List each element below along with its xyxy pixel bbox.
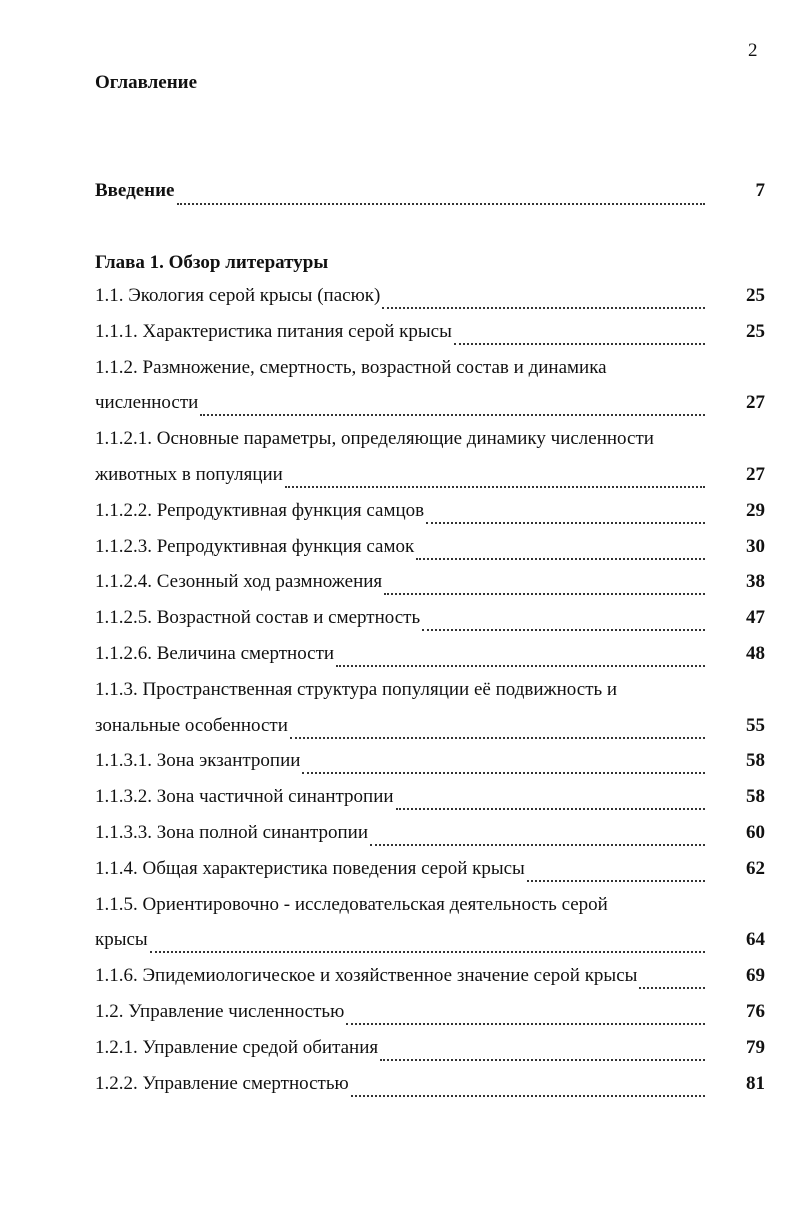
chapter-title: Глава 1. Обзор литературы [95, 252, 329, 273]
toc-entry-page: 38 [746, 571, 765, 593]
dot-leader [177, 181, 705, 205]
toc-entry-text: 1.1.2.4. Сезонный ход размножения [95, 571, 383, 593]
dot-leader [346, 1001, 705, 1025]
dot-leader [380, 1037, 705, 1061]
toc-entry [95, 531, 765, 567]
toc-entry [95, 674, 765, 710]
toc-entry-text: зональные особенности [95, 714, 288, 736]
toc-title: Оглавление [95, 72, 198, 93]
toc-entry-text: 1.1.2.5. Возрастной состав и смертность [95, 607, 421, 629]
toc-entry-text: 1.2. Управление численностью [95, 1000, 345, 1022]
dot-leader [290, 715, 705, 739]
dot-leader [382, 285, 705, 309]
toc-entry-page: 69 [746, 965, 765, 987]
toc-entry-text: 1.1.5. Ориентировочно - исследовательская деятельность серой [95, 893, 608, 915]
toc-entry-page: 7 [755, 180, 765, 201]
toc-entry-page: 81 [746, 1072, 765, 1094]
toc-entry-page: 79 [746, 1036, 765, 1058]
toc-entry-page: 55 [746, 714, 765, 736]
toc-entry-text: 1.1.3.2. Зона частичной синантропии [95, 786, 394, 808]
toc-entry-page: 76 [746, 1000, 765, 1022]
toc-entry-page: 27 [746, 463, 765, 485]
toc-entry-page: 25 [746, 285, 765, 306]
toc-entry-text: 1.1.2.3. Репродуктивная функция самок [95, 535, 415, 557]
toc-entry [95, 602, 765, 638]
toc-entry-text: численности [95, 392, 199, 414]
dot-leader [336, 643, 705, 667]
toc-entry-intro [95, 176, 765, 206]
toc-entry [95, 1032, 765, 1068]
toc-entry-page: 25 [746, 320, 765, 342]
dot-leader [454, 321, 705, 345]
toc-entry-page: 30 [746, 535, 765, 557]
toc-entry-page: 62 [746, 857, 765, 879]
dot-leader [416, 536, 705, 560]
toc-entry-text: животных в популяции [95, 463, 283, 485]
toc-entry-text: 1.1.2.1. Основные параметры, определяющие динамику численности [95, 428, 654, 450]
toc-entry-text: 1.1.6. Эпидемиологическое и хозяйственное значение серой крысы [95, 965, 638, 987]
toc-entry [95, 745, 765, 781]
dot-leader [200, 392, 705, 416]
toc-entry-text: 1.1.2. Размножение, смертность, возрастной состав и динамика [95, 356, 607, 378]
toc-entry-text: крысы [95, 929, 148, 951]
toc-entry-page: 64 [746, 929, 765, 951]
toc-entry [95, 638, 765, 674]
toc-entry [95, 960, 765, 996]
dot-leader [527, 858, 705, 882]
dot-leader [302, 750, 705, 774]
toc-entry-page: 48 [746, 642, 765, 664]
dot-leader [639, 965, 705, 989]
toc-entry [95, 710, 765, 746]
toc-entry-text: 1.2.2. Управление смертностью [95, 1072, 349, 1094]
toc-entry-text: 1.1.3.3. Зона полной синантропии [95, 821, 369, 843]
dot-leader [285, 464, 705, 488]
toc-entry [95, 1068, 765, 1104]
toc-entry-text: 1.1. Экология серой крысы (пасюк) [95, 285, 381, 306]
toc-entry-page: 29 [746, 499, 765, 521]
toc-entry-text: 1.1.1. Характеристика питания серой крысы [95, 320, 452, 342]
toc-entry [95, 387, 765, 423]
dot-leader [150, 929, 705, 953]
toc-entry [95, 280, 765, 316]
toc-entry [95, 924, 765, 960]
toc-entry [95, 423, 765, 459]
toc-entry-text: 1.1.3.1. Зона экзантропии [95, 750, 301, 772]
toc-entry-text: 1.2.1. Управление средой обитания [95, 1036, 379, 1058]
toc-list [95, 280, 765, 1103]
toc-entry-page: 58 [746, 786, 765, 808]
dot-leader [422, 607, 705, 631]
toc-entry-page: 60 [746, 821, 765, 843]
toc-entry-text: 1.1.2.6. Величина смертности [95, 642, 335, 664]
dot-leader [396, 786, 705, 810]
toc-entry-text: 1.1.4. Общая характеристика поведения серой крысы [95, 857, 525, 879]
dot-leader [426, 500, 705, 524]
toc-entry [95, 495, 765, 531]
toc-entry-page: 27 [746, 392, 765, 414]
toc-entry [95, 996, 765, 1032]
toc-entry [95, 853, 765, 889]
toc-entry-text: Введение [95, 180, 175, 201]
toc-entry [95, 352, 765, 388]
toc-entry-page: 47 [746, 607, 765, 629]
toc-entry [95, 459, 765, 495]
toc-entry [95, 889, 765, 925]
dot-leader [384, 571, 705, 595]
toc-entry-text: 1.1.2.2. Репродуктивная функция самцов [95, 499, 425, 521]
toc-entry-text: 1.1.3. Пространственная структура популяции её подвижность и [95, 678, 618, 700]
toc-entry [95, 817, 765, 853]
page-number: 2 [748, 40, 758, 61]
toc-entry-page: 58 [746, 750, 765, 772]
dot-leader [351, 1073, 705, 1097]
toc-entry [95, 566, 765, 602]
toc-entry [95, 316, 765, 352]
dot-leader [370, 822, 705, 846]
toc-entry [95, 781, 765, 817]
